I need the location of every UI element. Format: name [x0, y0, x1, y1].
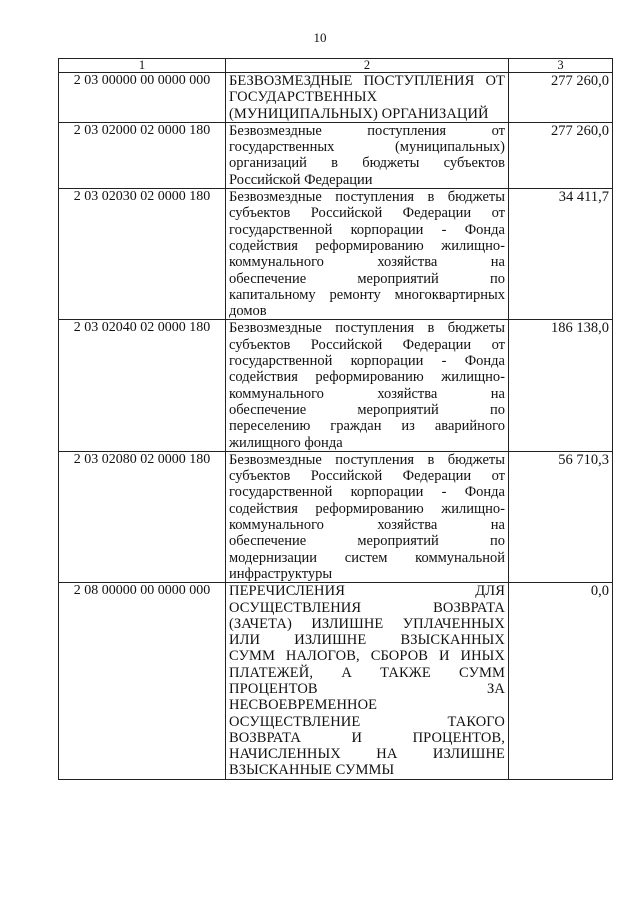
description-line: коммунального хозяйства на [229, 517, 505, 534]
description-line: государственной корпорации - Фонда [229, 353, 505, 370]
description-line: коммунального хозяйства на [229, 254, 505, 271]
description-line: домов [229, 303, 267, 320]
description-line: организаций в бюджеты субъектов [229, 155, 505, 172]
column-number-1: 1 [59, 59, 226, 73]
column-number-row [59, 59, 613, 73]
description-line: государственных (муниципальных) [229, 139, 505, 156]
description-line: обеспечение мероприятий по [229, 270, 505, 287]
budget-revenue-table [58, 58, 613, 780]
description-line: инфраструктуры [229, 565, 333, 582]
description-line: субъектов Российской Федерации от [229, 336, 505, 353]
description-line: переселению граждан из аварийного [229, 418, 505, 435]
description-line: коммунального хозяйства на [229, 385, 505, 402]
budget-code: 2 03 02030 02 0000 180 [59, 189, 226, 320]
description-line: содействия реформированию жилищно- [229, 500, 505, 517]
description-line: модернизации систем коммунальной [229, 549, 505, 566]
table-row [59, 451, 613, 582]
description-line: Безвозмездные поступления в бюджеты [229, 320, 505, 337]
description-line: (МУНИЦИПАЛЬНЫХ) ОРГАНИЗАЦИЙ [229, 105, 489, 122]
description-line: содействия реформированию жилищно- [229, 237, 505, 254]
description-line: ГОСУДАРСТВЕННЫХ [229, 89, 378, 106]
amount-value: 277 260,0 [509, 73, 613, 123]
budget-code: 2 03 02000 02 0000 180 [59, 122, 226, 188]
description-line: государственной корпорации - Фонда [229, 221, 505, 238]
description-line: ПРОЦЕНТОВ ЗА [229, 680, 505, 697]
revenue-description [226, 189, 509, 320]
column-number-3: 3 [509, 59, 613, 73]
description-line: НЕСВОЕВРЕМЕННОЕ [229, 697, 378, 714]
budget-code: 2 03 00000 00 0000 000 [59, 73, 226, 123]
amount-value: 56 710,3 [509, 451, 613, 582]
amount-value: 0,0 [509, 583, 613, 780]
description-line: жилищного фонда [229, 434, 343, 451]
description-line: Российской Федерации [229, 171, 373, 188]
description-line: содействия реформированию жилищно- [229, 369, 505, 386]
description-line: ПЕРЕЧИСЛЕНИЯ ДЛЯ [229, 583, 505, 600]
budget-code: 2 03 02080 02 0000 180 [59, 451, 226, 582]
description-line: ПЛАТЕЖЕЙ, А ТАКЖЕ СУММ [229, 664, 505, 681]
budget-code: 2 08 00000 00 0000 000 [59, 583, 226, 780]
revenue-description [226, 451, 509, 582]
description-line: Безвозмездные поступления от [229, 122, 505, 139]
description-line: субъектов Российской Федерации от [229, 468, 505, 485]
revenue-description [226, 73, 509, 123]
table-row [59, 122, 613, 188]
description-line: ВЗЫСКАННЫЕ СУММЫ [229, 762, 395, 779]
description-line: государственной корпорации - Фонда [229, 484, 505, 501]
description-line: ОСУЩЕСТВЛЕНИЕ ТАКОГО [229, 713, 505, 730]
revenue-description [226, 320, 509, 451]
table-row [59, 583, 613, 780]
amount-value: 277 260,0 [509, 122, 613, 188]
table-row [59, 189, 613, 320]
revenue-description [226, 122, 509, 188]
description-line: (ЗАЧЕТА) ИЗЛИШНЕ УПЛАЧЕННЫХ [229, 615, 505, 632]
description-line: ВОЗВРАТА И ПРОЦЕНТОВ, [229, 729, 505, 746]
description-line: БЕЗВОЗМЕЗДНЫЕ ПОСТУПЛЕНИЯ ОТ [229, 73, 505, 89]
description-line: субъектов Российской Федерации от [229, 205, 505, 222]
table-row [59, 73, 613, 123]
budget-code: 2 03 02040 02 0000 180 [59, 320, 226, 451]
column-number-2: 2 [226, 59, 509, 73]
description-line: Безвозмездные поступления в бюджеты [229, 189, 505, 206]
description-line: ОСУЩЕСТВЛЕНИЯ ВОЗВРАТА [229, 599, 505, 616]
page-number: 10 [313, 30, 327, 45]
description-line: капитальному ремонту многоквартирных [229, 286, 505, 303]
description-line: Безвозмездные поступления в бюджеты [229, 451, 505, 468]
table-row [59, 320, 613, 451]
description-line: СУММ НАЛОГОВ, СБОРОВ И ИНЫХ [229, 648, 505, 665]
description-line: обеспечение мероприятий по [229, 533, 505, 550]
amount-value: 34 411,7 [509, 189, 613, 320]
revenue-description [226, 583, 509, 780]
description-line: НАЧИСЛЕННЫХ НА ИЗЛИШНЕ [229, 746, 505, 763]
description-line: ИЛИ ИЗЛИШНЕ ВЗЫСКАННЫХ [229, 632, 505, 649]
amount-value: 186 138,0 [509, 320, 613, 451]
table-body [59, 73, 613, 780]
description-line: обеспечение мероприятий по [229, 401, 505, 418]
